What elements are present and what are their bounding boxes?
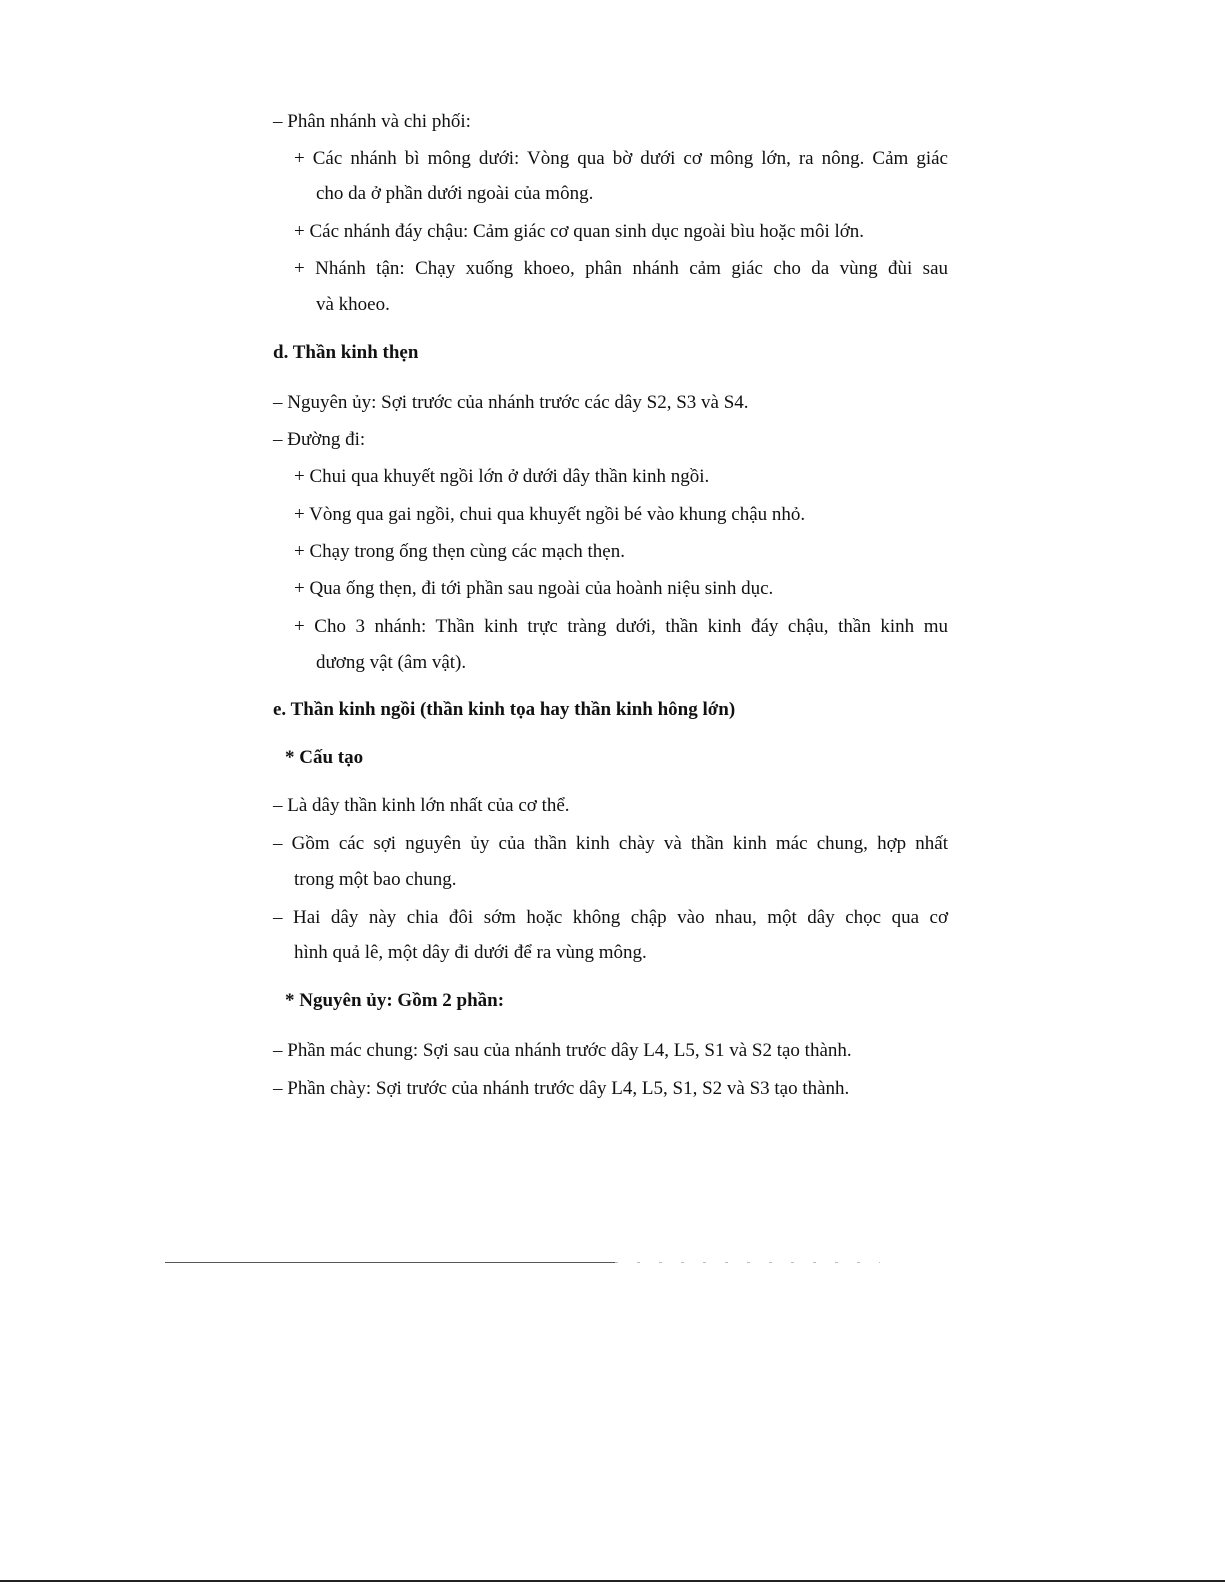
- list-item-course-5-cont: dương vật (âm vật).: [316, 652, 467, 673]
- section-heading-e: e. Thần kinh ngồi (thần kinh tọa hay thần kinh hông lớn): [273, 699, 736, 720]
- structure-line-1: – Là dây thần kinh lớn nhất của cơ thể.: [273, 795, 570, 816]
- branch-heading: – Phân nhánh và chi phối:: [273, 111, 471, 132]
- subheading-origin: * Nguyên ủy: Gồm 2 phần:: [285, 990, 505, 1011]
- footer-rule: [165, 1262, 615, 1263]
- page-bottom-rule: [0, 1580, 1225, 1582]
- list-item-course-5: + Cho 3 nhánh: Thần kinh trực tràng dưới, thần kinh đáy chậu, thần kinh mu: [294, 616, 948, 637]
- origin-tibial: – Phần chày: Sợi trước của nhánh trước dây L4, L5, S1, S2 và S3 tạo thành.: [273, 1078, 850, 1099]
- list-item-inferior-cluneal-cont: cho da ở phần dưới ngoài của mông.: [316, 183, 594, 204]
- structure-line-2-cont: trong một bao chung.: [294, 869, 457, 890]
- list-item-inferior-cluneal: + Các nhánh bì mông dưới: Vòng qua bờ dưới cơ mông lớn, ra nông. Cảm giác: [294, 148, 948, 169]
- origin-common-fibular: – Phần mác chung: Sợi sau của nhánh trước dây L4, L5, S1 và S2 tạo thành.: [273, 1040, 852, 1061]
- origin-line: – Nguyên ủy: Sợi trước của nhánh trước các dây S2, S3 và S4.: [273, 392, 749, 413]
- section-heading-d: d. Thần kinh thẹn: [273, 342, 419, 363]
- course-heading: – Đường đi:: [273, 429, 366, 450]
- list-item-course-2: + Vòng qua gai ngồi, chui qua khuyết ngồi bé vào khung chậu nhỏ.: [294, 504, 806, 525]
- list-item-course-3: + Chạy trong ống thẹn cùng các mạch thẹn.: [294, 541, 625, 562]
- list-item-course-1: + Chui qua khuyết ngồi lớn ở dưới dây thần kinh ngồi.: [294, 466, 710, 487]
- structure-line-3-cont: hình quả lê, một dây đi dưới để ra vùng mông.: [294, 942, 647, 963]
- subheading-structure: * Cấu tạo: [285, 747, 364, 768]
- list-item-terminal-branch-cont: và khoeo.: [316, 294, 390, 315]
- list-item-course-4: + Qua ống thẹn, đi tới phần sau ngoài của hoành niệu sinh dục.: [294, 578, 774, 599]
- structure-line-2: – Gồm các sợi nguyên ủy của thần kinh chày và thần kinh mác chung, hợp nhất: [273, 833, 948, 854]
- list-item-perineal-branches: + Các nhánh đáy chậu: Cảm giác cơ quan sinh dục ngoài bìu hoặc môi lớn.: [294, 221, 865, 242]
- list-item-terminal-branch: + Nhánh tận: Chạy xuống khoeo, phân nhánh cảm giác cho da vùng đùi sau: [294, 258, 948, 279]
- structure-line-3: – Hai dây này chia đôi sớm hoặc không chập vào nhau, một dây chọc qua cơ: [273, 907, 948, 928]
- footer-dotted-rule: [615, 1262, 880, 1263]
